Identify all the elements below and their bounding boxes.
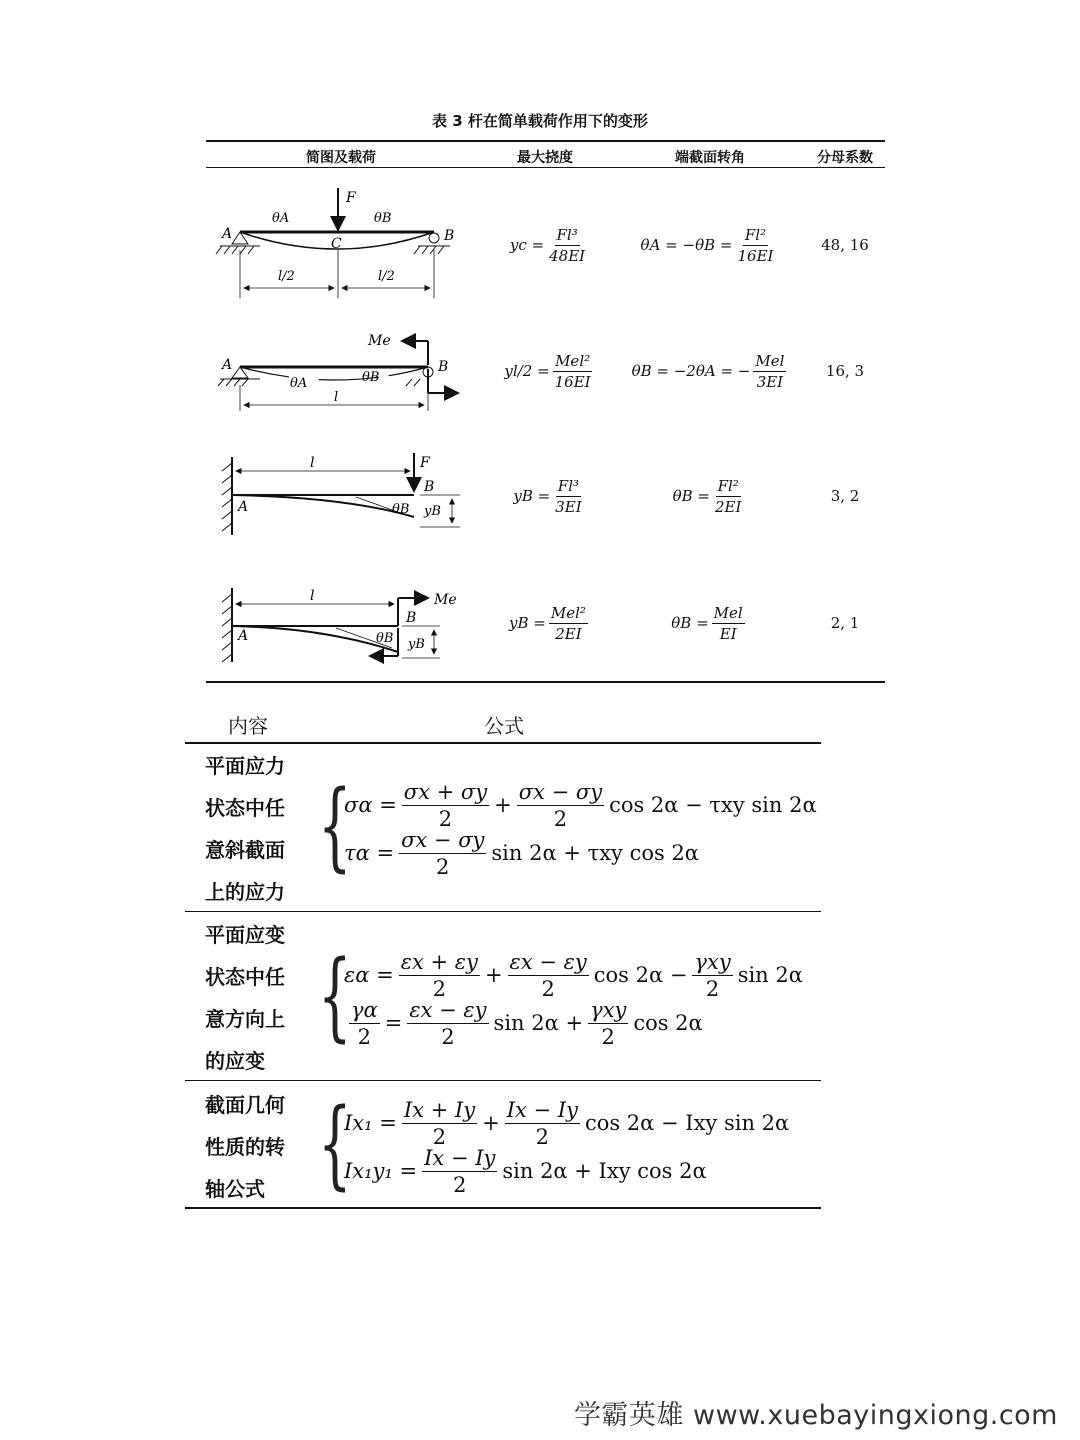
label-theta-b: θB xyxy=(376,631,394,646)
label-line: 轴公式 xyxy=(205,1177,265,1201)
label-a: A xyxy=(238,499,249,515)
eq-tail: sin 2α + τxy cos 2α xyxy=(491,841,699,865)
diagram-cantilever-end-force xyxy=(206,445,496,540)
rotation-den: 3EI xyxy=(756,372,784,391)
header-formula: 公式 xyxy=(484,714,524,738)
rotation-row3 xyxy=(622,471,797,521)
eq-lhs: τα = xyxy=(344,841,395,865)
rotation-num: Fl² xyxy=(744,225,767,244)
coefficients-row1: 48, 16 xyxy=(821,236,869,254)
deflection-row4 xyxy=(490,598,610,648)
deflection-row2 xyxy=(490,346,610,396)
label-span-right: l/2 xyxy=(378,269,395,284)
label-line: 上的应力 xyxy=(205,880,285,904)
frac-den: 2 xyxy=(432,976,447,1001)
label-b: B xyxy=(438,359,449,375)
rotation-den: EI xyxy=(719,624,737,643)
label-span: l xyxy=(310,455,315,471)
header-rule xyxy=(206,167,885,168)
label-line: 截面几何 xyxy=(205,1093,285,1117)
eq-ix1y1 xyxy=(344,1146,707,1196)
eq-lhs: σα = xyxy=(344,793,397,817)
frac-den: 2 xyxy=(436,854,450,879)
deflection-den: 48EI xyxy=(549,246,586,265)
deflection-lhs: yB = xyxy=(513,487,551,505)
eq-tail: sin 2α + Ixy cos 2α xyxy=(502,1159,707,1183)
eq-ix1 xyxy=(344,1098,789,1148)
label-theta-a: θA xyxy=(272,211,290,226)
diagram-simply-supported-end-moment xyxy=(206,325,496,415)
frac-den: 2 xyxy=(453,1172,467,1197)
rotation-num: Fl² xyxy=(717,476,739,495)
frac-den: 2 xyxy=(535,1124,549,1149)
eq-mid: cos 2α − xyxy=(593,963,688,987)
frac-num: εx + εy xyxy=(400,949,478,974)
rotation-lhs: θA = −θB = xyxy=(640,236,733,254)
rotation-row2 xyxy=(618,346,803,396)
label-line: 平面应变 xyxy=(205,923,285,947)
left-brace: { xyxy=(318,770,352,882)
eq-lhs: Ix₁ = xyxy=(344,1111,397,1135)
deflection-den: 2EI xyxy=(555,624,582,643)
plus-sign: + xyxy=(482,1111,500,1135)
frac-den: 2 xyxy=(601,1024,615,1049)
label-line: 状态中任 xyxy=(205,965,285,989)
frac-num: σx − σy xyxy=(401,827,485,852)
deflection-row3 xyxy=(490,471,610,521)
frac-num: Ix + Iy xyxy=(403,1097,476,1122)
formula-header-rule xyxy=(185,742,821,744)
label-theta-b: θB xyxy=(392,502,410,517)
header-content: 内容 xyxy=(228,714,268,738)
frac-den: 2 xyxy=(705,976,720,1001)
coefficients-row2: 16, 3 xyxy=(825,362,865,380)
label-line: 意方向上 xyxy=(205,1007,285,1031)
deflection-num: Mel² xyxy=(550,603,586,622)
diagram-cantilever-end-moment xyxy=(206,582,496,667)
coefficients-row3: 3, 2 xyxy=(830,487,860,505)
plus-sign: + xyxy=(484,963,503,987)
label-c: C xyxy=(331,236,342,252)
label-moment: Me xyxy=(368,333,391,349)
rotation-row1 xyxy=(622,220,797,270)
frac-num: γxy xyxy=(694,949,731,974)
deflection-lhs: yc = xyxy=(509,236,545,254)
label-a: A xyxy=(222,226,233,242)
plus-sign: + xyxy=(494,793,512,817)
rotation-row4 xyxy=(622,598,797,648)
label-span: l xyxy=(334,390,339,405)
label-deflection: yB xyxy=(408,637,425,652)
coefficients-row4: 2, 1 xyxy=(830,614,860,632)
frac-num: γxy xyxy=(590,997,627,1022)
deflection-den: 16EI xyxy=(554,372,591,391)
deflection-lhs: yB = xyxy=(509,614,546,632)
frac-num: γα xyxy=(351,997,378,1022)
rotation-den: 16EI xyxy=(737,246,774,265)
label-deflection: yB xyxy=(424,504,441,519)
label-line: 性质的转 xyxy=(205,1135,285,1159)
label-theta-b: θB xyxy=(374,211,392,226)
label-b: B xyxy=(424,479,435,495)
eq-sigma-alpha xyxy=(344,780,817,830)
frac-den: 2 xyxy=(553,806,568,831)
label-force: F xyxy=(346,190,356,206)
eq-gamma-alpha xyxy=(344,998,703,1048)
eq-lhs: εα = xyxy=(344,963,394,987)
eq-tail: sin 2α xyxy=(737,963,803,987)
label-span-left: l/2 xyxy=(278,269,295,284)
frac-den: 2 xyxy=(432,1124,447,1149)
label-a: A xyxy=(222,357,233,373)
equals-sign: = xyxy=(384,1011,403,1035)
rotation-lhs: θB = −2θA = − xyxy=(631,362,751,380)
row-rule xyxy=(185,911,821,912)
header-max-deflection: 最大挠度 xyxy=(517,150,573,166)
header-end-rotation: 端截面转角 xyxy=(675,150,745,166)
label-b: B xyxy=(444,228,455,244)
watermark: 学霸英雄 www.xuebayingxiong.com xyxy=(573,1400,1058,1431)
rotation-lhs: θB = xyxy=(672,487,710,505)
formula-bottom-rule xyxy=(185,1207,821,1209)
eq-tail: cos 2α − τxy sin 2α xyxy=(609,793,817,817)
top-rule xyxy=(206,140,885,142)
label-plane-strain xyxy=(205,914,315,1082)
deflection-den: 3EI xyxy=(555,497,582,516)
label-theta-a: θA xyxy=(290,376,308,391)
frac-num: Ix − Iy xyxy=(506,1097,578,1122)
label-moment: Me xyxy=(434,592,457,608)
eq-tail: cos 2α − Ixy sin 2α xyxy=(584,1111,790,1135)
eq-lhs: Ix₁y₁ = xyxy=(344,1159,418,1183)
left-brace: { xyxy=(318,940,352,1052)
label-theta-b: θB xyxy=(362,370,380,385)
table-title: 表 3 杆在简单载荷作用下的变形 xyxy=(432,112,648,130)
bottom-rule xyxy=(206,681,885,683)
deflection-num: Mel² xyxy=(555,351,591,370)
label-axis-rotation xyxy=(205,1084,315,1210)
rotation-num: Mel xyxy=(713,603,743,622)
header-coefficients: 分母系数 xyxy=(817,150,873,166)
rotation-lhs: θB = xyxy=(671,614,709,632)
rotation-num: Mel xyxy=(755,351,785,370)
rotation-den: 2EI xyxy=(714,497,742,516)
deflection-lhs: yl/2 = xyxy=(504,362,550,380)
deflection-num: Fl³ xyxy=(557,476,580,495)
row-rule xyxy=(185,1080,821,1081)
label-span: l xyxy=(310,588,315,604)
label-line: 平面应力 xyxy=(205,754,285,778)
eq-tail: cos 2α xyxy=(633,1011,703,1035)
label-line: 的应变 xyxy=(205,1049,265,1073)
diagram-simply-supported-central-load xyxy=(206,180,496,300)
eq-epsilon-alpha xyxy=(344,950,803,1000)
frac-den: 2 xyxy=(541,976,555,1001)
deflection-row1 xyxy=(490,220,610,270)
label-a: A xyxy=(238,628,249,644)
frac-num: Ix − Iy xyxy=(424,1145,496,1170)
eq-mid: sin 2α + xyxy=(493,1011,584,1035)
label-line: 状态中任 xyxy=(205,796,285,820)
frac-num: σx + σy xyxy=(403,779,488,804)
frac-den: 2 xyxy=(441,1024,455,1049)
label-b: B xyxy=(406,610,417,626)
left-brace: { xyxy=(318,1088,352,1200)
header-diagram: 简图及载荷 xyxy=(306,150,376,166)
label-force: F xyxy=(420,455,430,471)
frac-num: εx − εy xyxy=(509,949,587,974)
label-line: 意斜截面 xyxy=(205,838,285,862)
label-plane-stress xyxy=(205,745,315,913)
deflection-num: Fl³ xyxy=(556,225,578,244)
frac-den: 2 xyxy=(438,806,453,831)
frac-den: 2 xyxy=(357,1024,372,1049)
frac-num: σx − σy xyxy=(518,779,603,804)
eq-tau-alpha xyxy=(344,828,699,878)
frac-num: εx − εy xyxy=(409,997,487,1022)
